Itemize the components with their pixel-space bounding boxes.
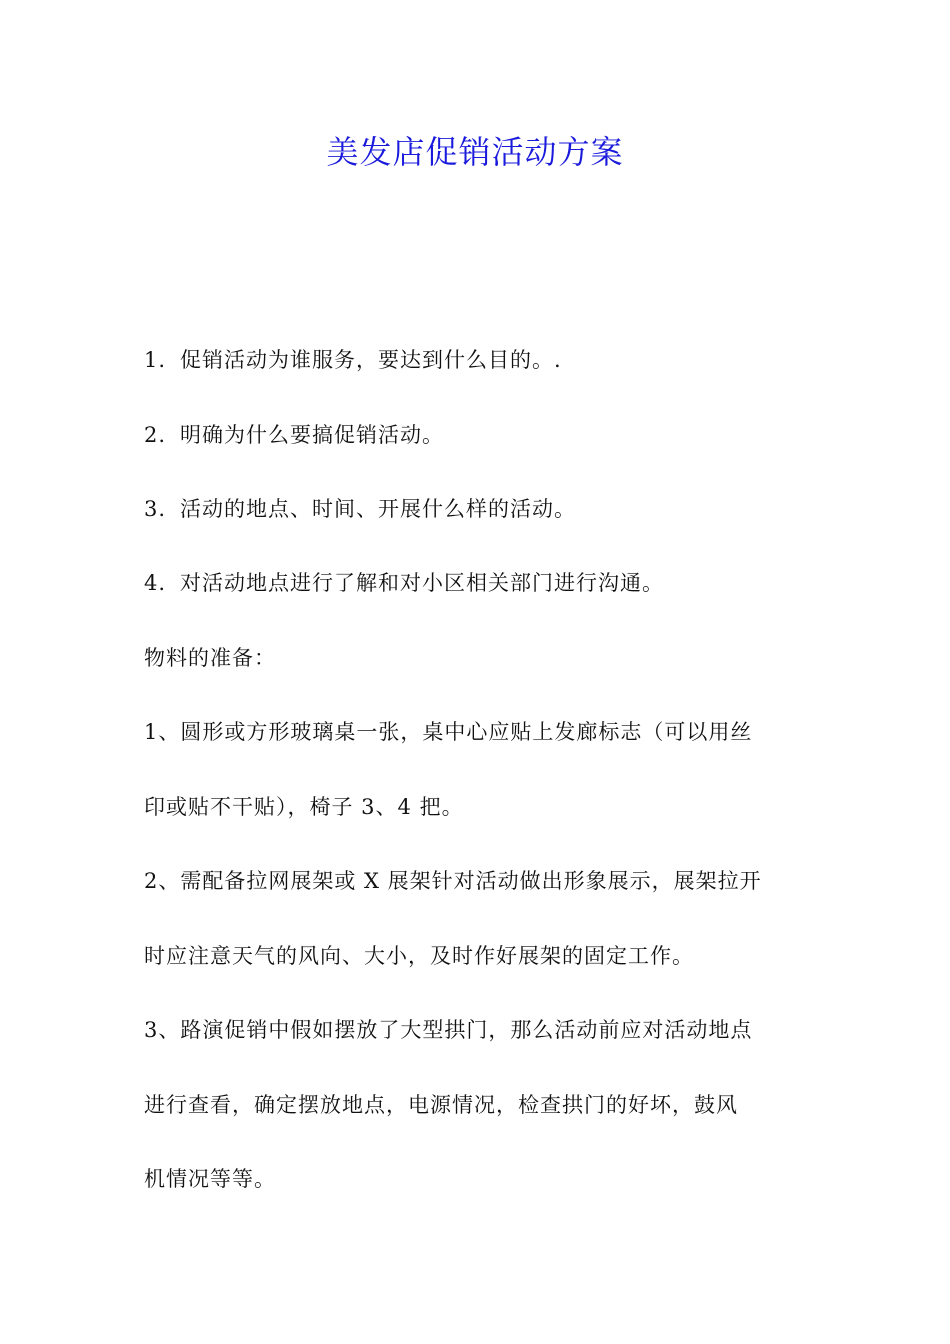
item-number: 3. [144, 497, 167, 521]
item-text: 对活动地点进行了解和对小区相关部门进行沟通。 [180, 571, 664, 595]
materials-heading: 物料的准备： [144, 646, 276, 670]
item-number: 1. [144, 348, 167, 372]
numbered-item-2 [144, 420, 824, 450]
item-text: 活动的地点、时间、开展什么样的活动。 [180, 497, 576, 521]
material-1-line-2: 印或贴不干贴），椅子 3、4 把。 [144, 795, 464, 819]
item-text: 促销活动为谁服务，要达到什么目的。. [180, 348, 562, 372]
material-3-line-1: 3、路演促销中假如摆放了大型拱门，那么活动前应对活动地点 [144, 1018, 753, 1042]
document-title: 美发店促销活动方案 [326, 133, 624, 171]
material-2-line-1: 2、需配备拉网展架或 X 展架针对活动做出形象展示，展架拉开 [144, 869, 762, 893]
numbered-item-1 [144, 345, 824, 375]
item-number: 2. [144, 423, 167, 447]
item-text: 明确为什么要搞促销活动。 [180, 423, 444, 447]
item-number: 4. [144, 571, 167, 595]
numbered-item-3 [144, 494, 824, 524]
material-2-line-2: 时应注意天气的风向、大小，及时作好展架的固定工作。 [144, 944, 694, 968]
numbered-item-4 [144, 568, 824, 598]
material-1-line-1: 1、圆形或方形玻璃桌一张，桌中心应贴上发廊标志（可以用丝 [144, 720, 753, 744]
material-3-line-3: 机情况等等。 [144, 1167, 276, 1191]
material-3-line-2: 进行查看，确定摆放地点，电源情况，检查拱门的好坏，鼓风 [144, 1093, 738, 1117]
